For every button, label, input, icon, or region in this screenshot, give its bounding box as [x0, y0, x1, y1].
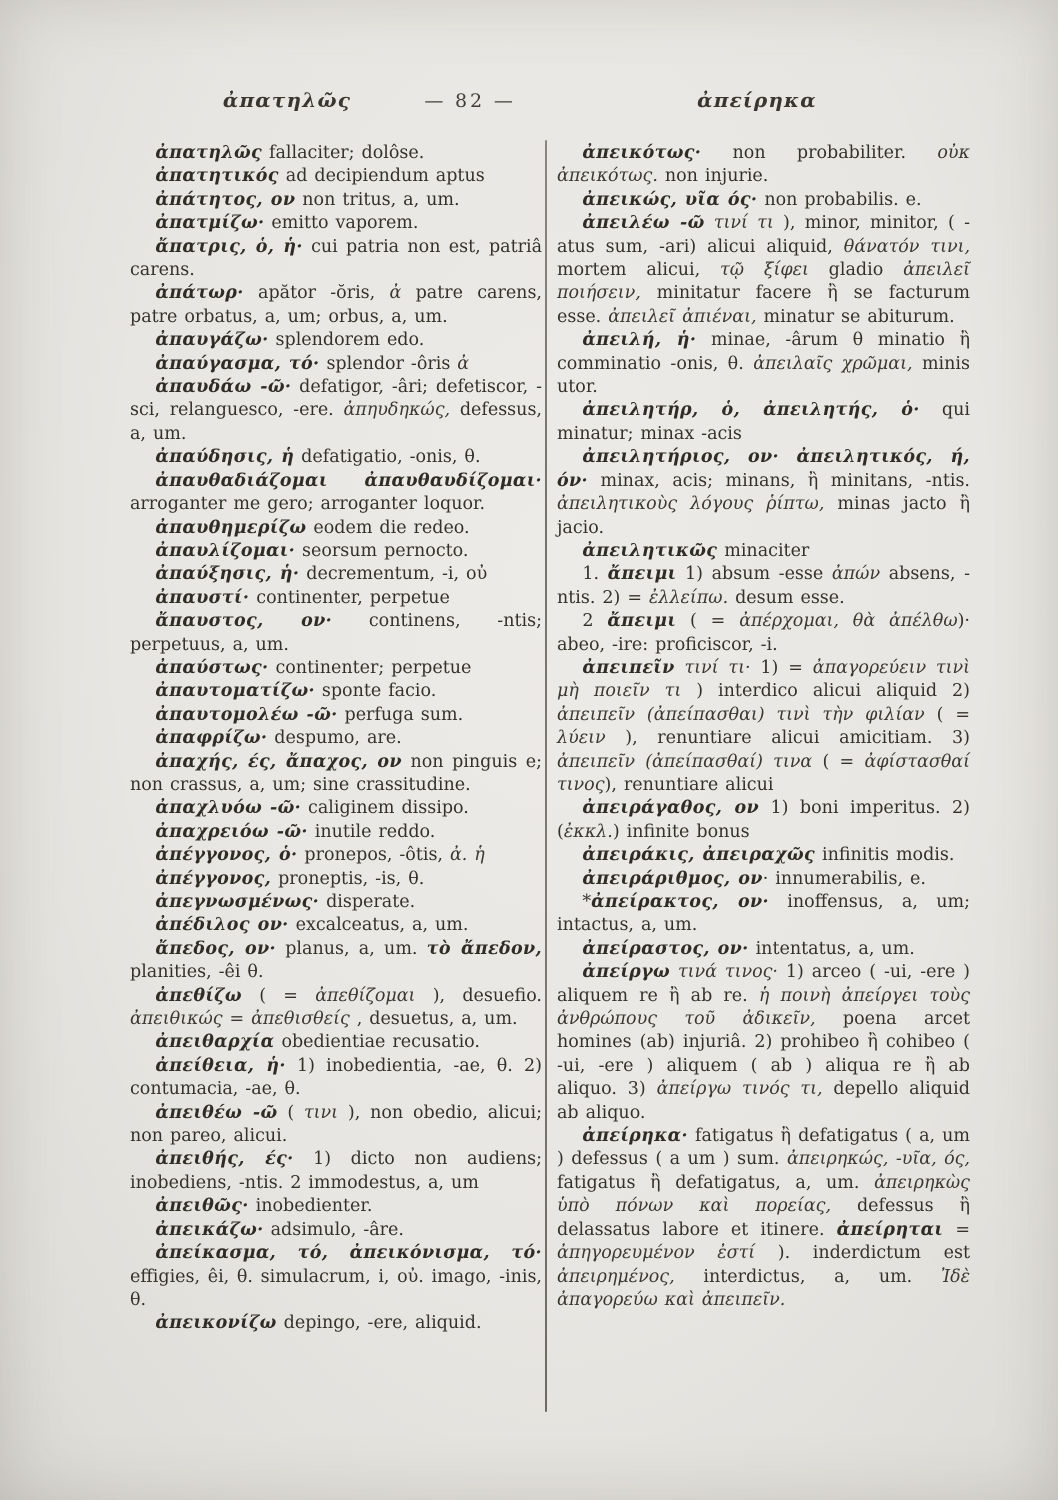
latin-text: splendorem edo.: [268, 330, 425, 351]
dictionary-entry: [557, 844, 970, 867]
column-divider-rule: [545, 140, 547, 1412]
latin-text: excalceatus, a, um.: [288, 915, 469, 936]
latin-text: inoffensus, a, um; intactus, a, um.: [557, 892, 970, 936]
dictionary-entry: [130, 680, 542, 703]
greek-text: ἀπέδιλος ον·: [155, 915, 289, 936]
dictionary-entry: [130, 353, 542, 376]
latin-text: , desuetus, a, um.: [349, 1009, 518, 1030]
greek-text: ἀπείρακτος, ον·: [591, 892, 769, 912]
greek-text: ἀπαύδησις, ἡ: [155, 447, 295, 468]
latin-text: minax, acis; minans, ἢ minitans, -ntis.: [587, 470, 970, 491]
greek-text: ἀφίστασθαί τινος: [557, 751, 970, 795]
greek-text: ἀπεικονίζω: [155, 1313, 277, 1334]
dictionary-entry: [557, 563, 970, 610]
greek-text: ἀπάτωρ·: [155, 283, 244, 304]
dictionary-entry: [557, 1125, 970, 1312]
latin-text: 1) dicto non audiens; inobediens, -ntis. 2 immodestus, a, um: [130, 1149, 542, 1193]
greek-text: ἀπηυδηκώς,: [343, 400, 451, 421]
latin-text: seorsum pernocto.: [295, 540, 469, 561]
dictionary-entry: [130, 1195, 542, 1218]
latin-text: ), minor, minitor, ( -atus sum, -ari) alicui aliquid,: [557, 213, 970, 257]
dictionary-entry: [130, 236, 542, 283]
latin-text: non tritus, a, um.: [295, 189, 460, 210]
latin-text: 1) inobedientia, -ae, θ. 2) contumacia, -ae, θ.: [130, 1055, 542, 1100]
latin-text: depello aliquid ab aliquo.: [557, 1079, 970, 1123]
latin-text: poena arcet homines (ab) injuriâ. 2) prohibeo ἢ cohibeo ( -ui, -ere ) aliquem ( ab ) aliqua re ἢ ab aliquo. 3): [557, 1009, 971, 1100]
greek-text: ἀπειθικώς = ἀπεθισθείς: [130, 1009, 350, 1030]
latin-text: qui minatur; minax -acis: [557, 400, 970, 444]
dictionary-entry: [557, 657, 970, 797]
greek-text: ἀπατμίζω·: [155, 213, 265, 234]
greek-text: ἀπειπεῖν (ἀπείπασθαί) τινα: [557, 751, 813, 772]
latin-text: fatigatus ἢ defatigatus, a, um.: [557, 1172, 875, 1193]
latin-text: absens, -ntis. 2) =: [557, 564, 970, 608]
greek-text: ἀπέρχομαι, θὰ ἀπέλθω: [739, 611, 958, 632]
greek-text: ἀπειρηκώς, -υῖα, ός,: [786, 1149, 970, 1170]
left-column: [130, 142, 542, 1336]
latin-text: ) infinite bonus: [612, 821, 750, 842]
greek-text: ἀπείθεια, ἡ·: [155, 1055, 286, 1076]
latin-text: 1) arceo ( -ui, -ere ) aliquem re ἢ ab re.: [557, 962, 970, 1006]
greek-text: ἀπεγνωσμένως·: [155, 892, 320, 912]
dictionary-entry: [130, 1102, 542, 1149]
latin-text: caliginem dissipo.: [301, 798, 469, 819]
greek-text: Ἰδὲ ἀπαγορεύω καὶ ἀπειπεῖν.: [557, 1266, 970, 1310]
latin-text: decrementum, -i, οὐ: [299, 564, 488, 585]
dictionary-entry: [130, 891, 542, 914]
latin-text: fatigatus ἢ defatigatus ( a, um ) defessus ( a um ) sum.: [557, 1126, 970, 1170]
header-right-keyword: ἀπείρηκα: [697, 88, 817, 112]
latin-text: inutile reddo.: [307, 821, 436, 842]
greek-text: ἀπειλητικῶς: [582, 540, 718, 561]
dictionary-entry: [130, 282, 542, 329]
dictionary-entry: [130, 751, 542, 798]
latin-text: pronepos, -ôtis,: [297, 845, 450, 866]
greek-text: ἀπαύστως·: [155, 657, 269, 678]
latin-text: 1) boni imperitus. 2) (: [557, 798, 970, 842]
greek-text: ἀπειράριθμος, ον: [582, 868, 763, 889]
greek-text: ἐλλείπω.: [648, 587, 729, 608]
dictionary-entry: [130, 587, 542, 610]
greek-text: οὐκ ἀπεικότως.: [557, 143, 970, 187]
greek-text: θάνατόν τινι,: [843, 236, 971, 257]
dictionary-entry: [557, 540, 970, 563]
header-left-keyword: ἀπατηλῶς: [222, 88, 352, 112]
greek-text: ἀπαυγάζω·: [155, 330, 269, 351]
latin-text: ), renuntiare alicui: [604, 774, 774, 795]
latin-text: inobedienter.: [248, 1196, 373, 1217]
latin-text: 1) absum -esse: [676, 564, 832, 585]
dictionary-entry: [557, 797, 970, 844]
dictionary-entry: [557, 212, 970, 329]
latin-text: disperate.: [319, 892, 416, 912]
greek-text: ἀπαύξησις, ἡ·: [155, 564, 300, 585]
latin-text: ( =: [241, 985, 316, 1006]
dictionary-entry: [130, 610, 542, 657]
dictionary-entry: [557, 610, 970, 657]
greek-text: ἀπατηλῶς: [155, 143, 263, 163]
latin-text: apător -ŏris,: [243, 283, 390, 304]
greek-text: ἀπείρηκα·: [582, 1126, 688, 1147]
latin-text: defatigatio, -onis, θ.: [294, 447, 481, 468]
dictionary-entry: [130, 563, 542, 586]
latin-text: obedientiae recusatio.: [274, 1032, 480, 1053]
latin-text: patre carens, patre orbatus, a, um; orbus, a, um.: [130, 283, 542, 327]
latin-text: continens, -ntis; perpetuus, a, um.: [130, 611, 542, 655]
dictionary-entry: [130, 914, 542, 937]
latin-text: minae, -ârum θ minatio ἢ comminatio -onis, θ.: [557, 330, 970, 374]
dictionary-entry: [130, 446, 542, 469]
dictionary-entry: [557, 446, 970, 540]
latin-text: emitto vaporem.: [264, 213, 419, 234]
latin-text: 2: [582, 611, 608, 632]
dictionary-entry: [557, 961, 970, 1125]
greek-text: ἀπαυθημερίζω: [155, 517, 307, 538]
latin-text: cui patria non est, patriâ carens.: [130, 236, 543, 281]
greek-text: ἀπειπεῖν: [582, 657, 675, 678]
latin-text: continenter; perpetue: [268, 657, 472, 678]
latin-text: minitatur facere ἢ se facturum esse.: [557, 283, 970, 327]
latin-text: ( =: [676, 611, 740, 632]
dictionary-entry: [130, 727, 542, 750]
latin-text: defessus, a, um.: [130, 400, 542, 444]
latin-text: interdictus, a, um.: [674, 1266, 941, 1287]
greek-text: ἡ ποινὴ ἀπείργει τοὺς ἀνθρώπους τοῦ ἀδικεῖν,: [557, 985, 970, 1030]
latin-text: gladio: [808, 260, 904, 281]
greek-text: ἀπάτητος, ον: [155, 189, 296, 210]
latin-text: minatur se abiturum.: [756, 306, 955, 327]
latin-text: ). inderdictum est: [755, 1243, 970, 1264]
dictionary-entry: [130, 797, 542, 820]
greek-text: ἀπείκασμα, τό, ἀπεικόνισμα, τό·: [155, 1243, 542, 1264]
latin-text: minaciter: [717, 540, 810, 561]
greek-text: ἀπειλεῖ ποιήσειν,: [557, 260, 971, 304]
dictionary-entry: [130, 329, 542, 352]
greek-text: ἀπαυλίζομαι·: [155, 540, 296, 561]
latin-text: *: [582, 892, 592, 912]
latin-text: effigies, êi, θ. simulacrum, i, οὐ. imago, -inis, θ.: [130, 1266, 542, 1310]
latin-text: adsimulo, -âre.: [263, 1219, 404, 1240]
greek-text: ἀπείραστος, ον·: [582, 938, 749, 959]
latin-text: mortem alicui,: [557, 260, 721, 281]
latin-text: 1.: [582, 564, 608, 585]
greek-text: ἀ. ἡ: [449, 845, 485, 866]
greek-text: τινι: [304, 1102, 339, 1123]
latin-text: non pinguis e; non crassus, a, um; sine crassitudine.: [130, 751, 542, 795]
latin-text: arroganter me gero; arroganter loquor.: [130, 494, 486, 515]
greek-text: ἀπειρημένος,: [557, 1266, 675, 1287]
dictionary-entry: [130, 189, 542, 212]
greek-text: ἀπαχρειόω -ῶ·: [155, 821, 308, 842]
greek-text: ἀπαχλυόω -ῶ·: [155, 798, 302, 819]
latin-text: 1) =: [750, 657, 813, 678]
latin-text: planus, a, um.: [275, 938, 427, 959]
greek-text: ἀπαγορεύειν τινὶ μὴ ποιεῖν τι: [557, 657, 970, 702]
greek-text: ἀπειράκις, ἀπειραχῶς: [582, 845, 816, 866]
page-number: — 82 —: [424, 90, 516, 112]
dictionary-entry: [130, 517, 542, 540]
latin-text: depingo, -ere, aliquid.: [276, 1313, 482, 1334]
latin-text: sponte facio.: [314, 681, 437, 702]
dictionary-entry: [130, 165, 542, 188]
greek-text: λύειν: [557, 728, 606, 749]
latin-text: (: [277, 1102, 304, 1123]
greek-text: ἄπεδος, ον·: [155, 938, 276, 959]
dictionary-entry: [130, 1055, 542, 1102]
latin-text: defessus ἢ delassatus labore et itinere.: [557, 1196, 970, 1240]
greek-text: ἀπαχής, ές, ἄπαχος, ον: [155, 751, 402, 772]
greek-text: ἄπατρις, ὁ, ἡ·: [155, 236, 303, 257]
latin-text: ) interdico alicui aliquid 2): [681, 681, 970, 702]
greek-text: ἄπειμι: [607, 611, 677, 632]
greek-text: ἀπείργω: [582, 962, 671, 983]
greek-text: ἀπειθαρχία: [155, 1032, 275, 1053]
greek-text: ἀπαυτοματίζω·: [155, 681, 315, 702]
dictionary-entry: [130, 985, 542, 1032]
latin-text: ad decipiendum aptus: [278, 166, 485, 187]
greek-text: ἀπειρηκὼς ὑπὸ πόνων καὶ πορείας,: [557, 1172, 970, 1217]
greek-text: ἀπηγορευμένον ἐστί: [557, 1243, 756, 1264]
greek-text: ἀ: [457, 353, 470, 374]
greek-text: ἀπειλητήριος, ον· ἀπειλητικός, ή, όν·: [557, 447, 970, 491]
greek-text: ἄπαυστος, ον·: [155, 611, 333, 632]
latin-text: ( =: [812, 751, 865, 772]
dictionary-entry: [130, 540, 542, 563]
greek-text: τινά τινος·: [670, 962, 778, 983]
latin-text: desum esse.: [728, 587, 845, 608]
latin-text: minis utor.: [557, 353, 970, 398]
latin-text: non probabiliter.: [701, 143, 938, 163]
dictionary-entry: [557, 938, 970, 961]
dictionary-entry: [557, 399, 970, 446]
greek-text: τῷ ξίφει: [720, 260, 809, 281]
greek-text: ἀπείργω τινός τι,: [656, 1079, 823, 1100]
greek-text: ἀπείρηται: [836, 1219, 944, 1240]
dictionary-entry: [557, 142, 970, 189]
greek-text: ἀπειράγαθος, ον: [582, 798, 760, 819]
dictionary-entry: [130, 821, 542, 844]
latin-text: =: [943, 1219, 970, 1240]
greek-text: ἀπειλητήρ, ὁ, ἀπειλητής, ὁ·: [582, 400, 920, 421]
greek-text: ἀπειθῶς·: [155, 1196, 249, 1217]
greek-text: ἀπατητικός: [155, 166, 279, 187]
greek-text: ἀπαυτομολέω -ῶ·: [155, 704, 338, 725]
dictionary-entry: [557, 868, 970, 891]
greek-text: ἀπαυθαδιάζομαι ἀπαυθαυδίζομαι·: [155, 470, 542, 491]
dictionary-entry: [130, 470, 542, 517]
greek-text: ἀπέγγονος, ὁ·: [155, 845, 298, 866]
latin-text: intentatus, a, um.: [748, 938, 915, 959]
dictionary-entry: [130, 376, 542, 446]
dictionary-entry: [130, 1242, 542, 1312]
latin-text: non injurie.: [657, 166, 769, 187]
greek-text: τινί τι: [704, 213, 774, 234]
latin-text: defatigor, -âri; defetiscor, -sci, relanguesco, -ere.: [130, 377, 542, 421]
latin-text: )· abeo, -ire: proficiscor, -i.: [557, 611, 970, 655]
greek-text: ἀπεθίζω: [155, 985, 242, 1006]
greek-text: ἐκκλ.: [563, 821, 613, 842]
greek-text: ἀ: [389, 283, 402, 304]
latin-text: ), desuefio.: [415, 985, 542, 1006]
dictionary-entry: [130, 657, 542, 680]
greek-text: ἀπειλή, ἡ·: [582, 330, 697, 351]
dictionary-entry: [130, 1312, 542, 1335]
greek-text: ἀπαφρίζω·: [155, 728, 268, 749]
dictionary-entry: [130, 212, 542, 235]
latin-text: perfuga sum.: [337, 704, 464, 725]
greek-text: ἀπειθέω -ῶ: [155, 1102, 278, 1123]
greek-text: ἀπαύγασμα, τό·: [155, 353, 320, 374]
latin-text: non probabilis. e.: [757, 189, 922, 210]
greek-text: ἀπεικώς, υῖα ός·: [582, 189, 758, 210]
greek-text: ἀπειλέω -ῶ: [582, 213, 705, 234]
dictionary-entry: [557, 329, 970, 399]
right-column: [557, 142, 970, 1312]
greek-text: ἀπαυστί·: [155, 587, 250, 608]
greek-text: ἀπεθίζομαι: [315, 985, 416, 1006]
greek-text: ἀπαυδάω -ῶ·: [155, 377, 292, 398]
dictionary-entry: [130, 1148, 542, 1195]
greek-text: ἀπειλητικοὺς λόγους ῥίπτω,: [557, 494, 825, 515]
greek-text: ἀπειλαῖς χρῶμαι,: [753, 353, 913, 374]
dictionary-entry: [130, 142, 542, 165]
dictionary-entry: [130, 938, 542, 985]
dictionary-entry: [130, 1031, 542, 1054]
dictionary-entry: [557, 189, 970, 212]
greek-text: ἀπειλεῖ ἀπιέναι,: [608, 306, 757, 327]
latin-text: continenter, perpetue: [249, 587, 450, 608]
dictionary-entry: [130, 704, 542, 727]
latin-text: eodem die redeo.: [306, 517, 470, 538]
latin-text: ), non obedio, alicui; non pareo, alicui.: [130, 1102, 542, 1147]
latin-text: infinitis modis.: [815, 845, 955, 866]
latin-text: ), renuntiare alicui amicitiam. 3): [605, 728, 970, 749]
latin-text: · innumerabilis, e.: [762, 868, 926, 889]
greek-text: ἀπειθής, ές·: [155, 1149, 294, 1170]
greek-text: ἄπειμι: [607, 564, 677, 585]
greek-text: ἀπεικάζω·: [155, 1219, 264, 1240]
greek-text: ἀπεικότως·: [582, 143, 702, 163]
latin-text: planities, -êi θ.: [130, 962, 264, 983]
dictionary-entry: [130, 1219, 542, 1242]
greek-text: ἀπέγγονος,: [155, 868, 272, 889]
latin-text: minas jacto ἢ jacio.: [557, 494, 970, 538]
greek-text: τινί τι·: [674, 657, 751, 678]
latin-text: splendor -ôris: [319, 353, 458, 374]
greek-text: τὸ ἄπεδον,: [426, 938, 542, 959]
latin-text: ( =: [924, 704, 970, 725]
dictionary-entry: [130, 868, 542, 891]
greek-text: ἀπειπεῖν (ἀπείπασθαι) τινὶ τὴν φιλίαν: [557, 704, 925, 725]
greek-text: ἀπών: [831, 564, 881, 585]
latin-text: fallaciter; dolôse.: [262, 143, 425, 163]
dictionary-entry: [130, 844, 542, 867]
latin-text: proneptis, -is, θ.: [271, 868, 425, 889]
latin-text: despumo, are.: [267, 728, 402, 749]
dictionary-entry: [557, 891, 970, 938]
